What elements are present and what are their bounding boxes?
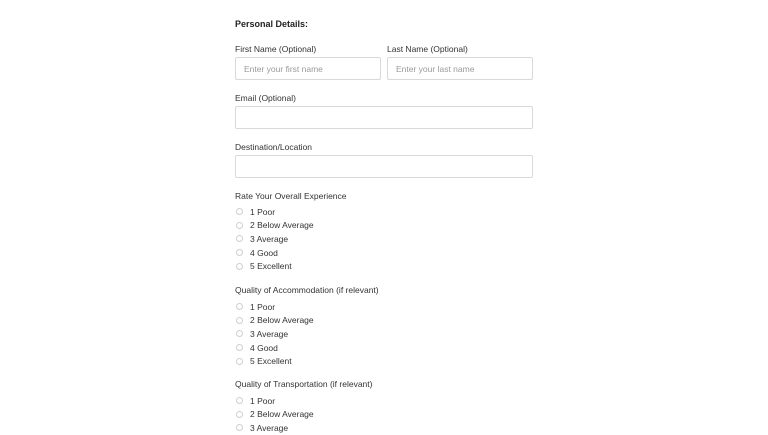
- radio-circle-icon[interactable]: [236, 235, 243, 242]
- radio-option-label: 5 Excellent: [250, 261, 292, 272]
- radio-option-label: 5 Excellent: [250, 356, 292, 367]
- radio-option[interactable]: [235, 219, 435, 233]
- last-name-label: Last Name (Optional): [387, 44, 468, 54]
- radio-option[interactable]: [235, 421, 435, 435]
- radio-option-label: 4 Good: [250, 342, 278, 353]
- radio-circle-icon[interactable]: [236, 317, 243, 324]
- radio-option-label: 3 Average: [250, 422, 289, 433]
- transportation-options: [235, 394, 435, 435]
- radio-option[interactable]: [235, 314, 435, 328]
- radio-circle-icon[interactable]: [236, 303, 243, 310]
- radio-option[interactable]: [235, 394, 435, 408]
- last-name-input[interactable]: [387, 57, 533, 80]
- destination-label: Destination/Location: [235, 142, 313, 152]
- radio-option[interactable]: [235, 300, 435, 314]
- overall-experience-options: [235, 205, 435, 273]
- destination-input[interactable]: [235, 155, 533, 178]
- radio-option[interactable]: [235, 341, 435, 355]
- radio-circle-icon[interactable]: [236, 344, 243, 351]
- radio-option-label: 4 Good: [250, 247, 278, 258]
- accommodation-options: [235, 300, 435, 368]
- radio-option-label: 2 Below Average: [250, 409, 314, 420]
- question-overall-experience: Rate Your Overall Experience: [235, 191, 347, 201]
- radio-option[interactable]: [235, 246, 435, 260]
- radio-circle-icon[interactable]: [236, 330, 243, 337]
- radio-option-label: 1 Poor: [250, 301, 276, 312]
- email-label: Email (Optional): [235, 93, 296, 103]
- radio-option[interactable]: [235, 327, 435, 341]
- radio-circle-icon[interactable]: [236, 208, 243, 215]
- radio-circle-icon[interactable]: [236, 263, 243, 270]
- radio-option[interactable]: [235, 232, 435, 246]
- first-name-input[interactable]: [235, 57, 381, 80]
- radio-option[interactable]: [235, 354, 435, 368]
- question-transportation: Quality of Transportation (if relevant): [235, 379, 373, 389]
- section-title: Personal Details:: [235, 19, 309, 29]
- radio-circle-icon[interactable]: [236, 424, 243, 431]
- first-name-label: First Name (Optional): [235, 44, 317, 54]
- radio-circle-icon[interactable]: [236, 249, 243, 256]
- radio-option-label: 3 Average: [250, 233, 289, 244]
- radio-option-label: 1 Poor: [250, 206, 276, 217]
- question-accommodation: Quality of Accommodation (if relevant): [235, 285, 379, 295]
- radio-option[interactable]: [235, 259, 435, 273]
- radio-option[interactable]: [235, 205, 435, 219]
- email-input[interactable]: [235, 106, 533, 129]
- radio-option[interactable]: [235, 408, 435, 422]
- radio-option-label: 2 Below Average: [250, 315, 314, 326]
- radio-option-label: 1 Poor: [250, 395, 276, 406]
- radio-circle-icon[interactable]: [236, 411, 243, 418]
- radio-circle-icon[interactable]: [236, 222, 243, 229]
- radio-option-label: 2 Below Average: [250, 220, 314, 231]
- radio-circle-icon[interactable]: [236, 397, 243, 404]
- radio-option-label: 3 Average: [250, 328, 289, 339]
- radio-circle-icon[interactable]: [236, 358, 243, 365]
